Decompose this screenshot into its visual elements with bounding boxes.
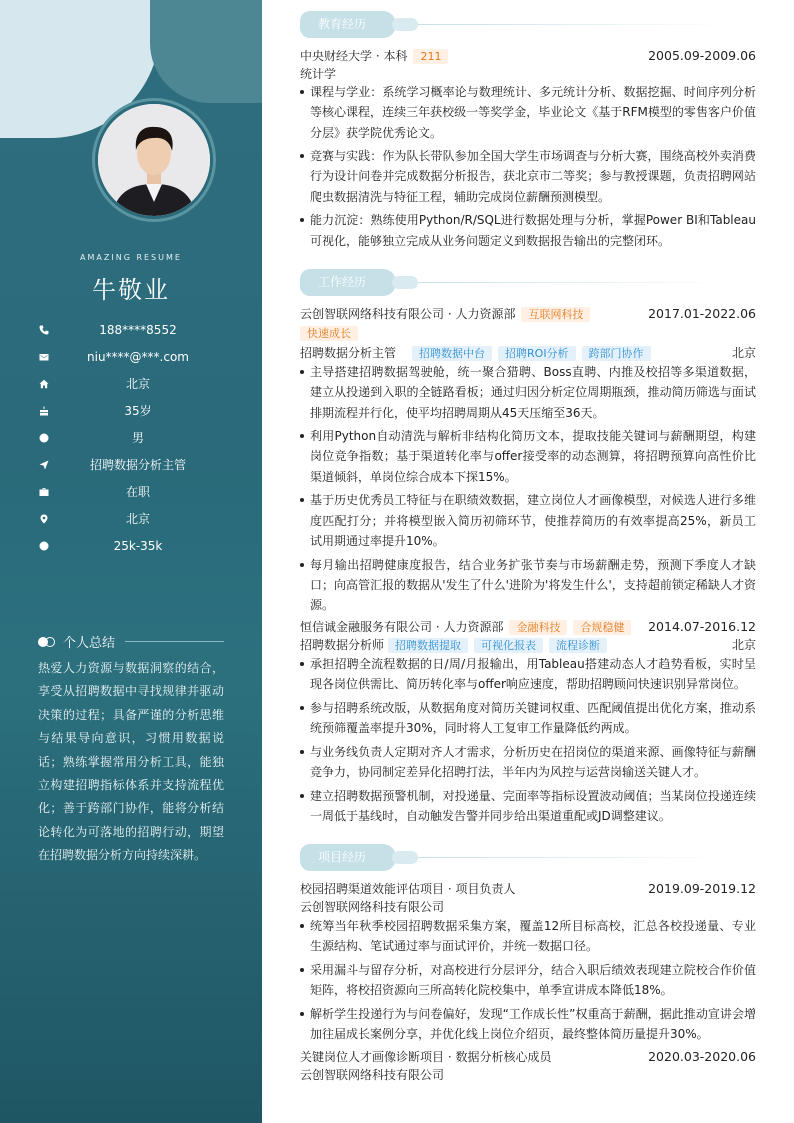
project-date: 2020.03-2020.06 [648, 1049, 756, 1064]
company-tag: 快速成长 [300, 326, 358, 341]
send-icon [38, 459, 50, 471]
list-item: 承担招聘全流程数据的日/周/月报输出，用Tableau搭建动态人才趋势看板，实时呈现各岗位供需比、简历转化率与offer响应速度，帮助招聘顾问快速识别异常岗位。 [300, 654, 756, 695]
list-item: 参与招聘系统改版，从数据角度对简历关键词权重、匹配阈值提出优化方案，推动系统预筛覆盖率提升30%，同时将人工复审工作量降低约两成。 [300, 698, 756, 739]
job-header-row [300, 618, 756, 636]
avatar [98, 104, 210, 216]
list-item: 竞赛与实践：作为队长带队参加全国大学生市场调查与分析大赛，围绕高校外卖消费行为设计问卷并完成数据分析报告，获北京市二等奖；参与教授课题，负责招聘网站爬虫数据清洗与特征工程，辅助完成岗位薪酬预测模型。 [300, 146, 756, 207]
skill-tag: 招聘ROI分析 [498, 346, 576, 361]
job-header-row [300, 305, 756, 323]
contact-text: 招聘数据分析主管 [89, 458, 186, 472]
job-date: 2017.01-2022.06 [648, 306, 756, 321]
skill-tag: 跨部门协作 [582, 346, 651, 361]
education-header-row [300, 47, 756, 65]
job-location: 北京 [731, 346, 756, 360]
contact-location [34, 505, 234, 532]
list-item: 课程与学业：系统学习概率论与数理统计、多元统计分析、数据挖掘、时间序列分析等核心课程，连续三年获校级一等奖学金，毕业论文《基于RFM模型的零售客户价值分层》获学院优秀论文。 [300, 82, 756, 143]
list-item: 建立招聘数据预警机制，对投递量、完面率等指标设置波动阈值；当某岗位投递连续一周低于基线时，自动触发告警并同步给出渠道重配或JD调整建议。 [300, 786, 756, 827]
project-name: 关键岗位人才画像诊断项目 · 数据分析核心成员 [300, 1050, 552, 1064]
list-item: 能力沉淀：熟练使用Python/R/SQL进行数据处理与分析，掌握Power BI和Tableau可视化，能够独立完成从业务问题定义到数据报告输出的完整闭环。 [300, 210, 756, 251]
job-tag-row [300, 326, 756, 341]
contact-status [34, 478, 234, 505]
section-divider [418, 282, 728, 283]
school-tag: 211 [413, 49, 448, 64]
contact-text: niu****@***.com [87, 349, 189, 364]
list-item: 解析学生投递行为与问卷偏好，发现“工作成长性”权重高于薪酬，据此推动宣讲会增加往届成长案例分享，并优化线上岗位介绍页，最终整体简历量提升30%。 [300, 1004, 756, 1045]
project-org-row [300, 898, 756, 916]
list-item: 采用漏斗与留存分析，对高校进行分层评分，结合入职后绩效表现建立院校合作价值矩阵，将校招资源向三所高转化院校集中，单季宣讲成本降低18%。 [300, 960, 756, 1001]
skill-tag: 招聘数据中台 [412, 346, 492, 361]
list-item: 基于历史优秀员工特征与在职绩效数据，建立岗位人才画像模型，对候选人进行多维度匹配打分；并将模型嵌入简历初筛环节，使推荐简历的有效率提高25%，新员工试用期通过率提升10%。 [300, 490, 756, 551]
section-header-work [300, 269, 756, 297]
decor-shape-mid [150, 0, 262, 103]
project-bullets [300, 916, 756, 1048]
gender-icon [38, 432, 50, 444]
contact-text: 北京 [125, 377, 150, 391]
job-date: 2014.07-2016.12 [648, 619, 756, 634]
job-role: 招聘数据分析师 [300, 638, 385, 652]
job-bullets [300, 362, 756, 619]
contact-email [34, 343, 234, 370]
school-name: 中央财经大学 · 本科 [300, 49, 408, 63]
job-role: 招聘数据分析主管 [300, 346, 397, 360]
list-item: 每月输出招聘健康度报告，结合业务扩张节奏与市场薪酬走势，预测下季度人才缺口；向高管汇报的数据从'发生了什么'进阶为'将发生什么'，支持超前锁定稀缺人才资源。 [300, 555, 756, 616]
contact-phone [34, 316, 234, 343]
list-item: 统筹当年秋季校园招聘数据采集方案，覆盖12所目标高校，汇总各校投递量、专业生源结构、笔试通过率与面试评价，并统一数据口径。 [300, 916, 756, 957]
section-header-projects [300, 844, 756, 872]
project-org: 云创智联网络科技有限公司 [300, 900, 445, 914]
list-item: 主导搭建招聘数据驾驶舱，统一聚合猎聘、Boss直聘、内推及校招等多渠道数据，建立从投递到入职的全链路看板；通过归因分析定位周期瓶颈，推动简历筛选与面试排期流程并行化，使平均招聘周期从45天压缩至36天。 [300, 362, 756, 423]
education-bullets [300, 82, 756, 254]
summary-title: 个人总结 [63, 636, 116, 651]
contact-text: 男 [131, 431, 144, 445]
skill-tag: 招聘数据提取 [388, 638, 468, 653]
job-role-row [300, 344, 756, 362]
toggle-dots-icon [38, 637, 55, 647]
summary-text: 热爱人力资源与数据洞察的结合，享受从招聘数据中寻找规律并驱动决策的过程；具备严谨的分析思维与结果导向意识，习惯用数据说话；熟练掌握常用分析工具，能独立构建招聘指标体系并支持流程优化；善于跨部门协作，能将分析结论转化为可落地的招聘行动，期望在招聘数据分析方向持续深耕。 [38, 661, 224, 863]
project-date: 2019.09-2019.12 [648, 881, 756, 896]
section-divider [418, 857, 728, 858]
contact-salary [34, 532, 234, 559]
project-org: 云创智联网络科技有限公司 [300, 1068, 445, 1082]
section-title: 项目经历 [300, 844, 396, 871]
briefcase-icon [38, 486, 50, 498]
company-tag: 互联网科技 [521, 307, 590, 322]
project-header-row [300, 880, 756, 898]
project-header-row [300, 1048, 756, 1066]
contact-text: 北京 [125, 512, 150, 526]
skill-tag: 流程诊断 [549, 638, 607, 653]
contact-text: 25k-35k [113, 538, 163, 553]
person-name: 牛敬业 [92, 276, 170, 304]
contact-gender [34, 424, 234, 451]
major-row [300, 65, 756, 83]
contact-text: 在职 [125, 485, 150, 499]
contact-position [34, 451, 234, 478]
avatar-frame [92, 98, 216, 222]
contact-list [34, 316, 234, 559]
contact-text: 188****8552 [99, 322, 177, 337]
tagline: AMAZING RESUME [80, 253, 182, 262]
project-org-row [300, 1066, 756, 1084]
job-bullets [300, 654, 756, 830]
contact-age [34, 397, 234, 424]
major: 统计学 [300, 67, 337, 81]
education-date: 2005.09-2009.06 [648, 48, 756, 63]
cake-icon [38, 405, 50, 417]
contact-text: 35岁 [124, 404, 152, 418]
contact-home [34, 370, 234, 397]
job-role-row [300, 636, 756, 654]
project-name: 校园招聘渠道效能评估项目 · 项目负责人 [300, 882, 516, 896]
company-tag: 金融科技 [509, 620, 567, 635]
mail-icon [38, 351, 50, 363]
list-item: 利用Python自动清洗与解析非结构化简历文本，提取技能关键词与薪酬期望，构建岗位竞争指数；基于渠道转化率与offer接受率的动态测算，将招聘预算向高性价比渠道倾斜，单岗位综合成本下探15%。 [300, 426, 756, 487]
home-icon [38, 378, 50, 390]
avatar-portrait-icon [98, 104, 210, 216]
skill-tag: 可视化报表 [474, 638, 543, 653]
sidebar [0, 0, 262, 1123]
company-name: 恒信诚金融服务有限公司 · 人力资源部 [300, 620, 504, 634]
phone-icon [38, 324, 50, 336]
section-header-education [300, 11, 756, 39]
money-icon [38, 540, 50, 552]
company-tag: 合规稳健 [573, 620, 631, 635]
location-icon [38, 513, 50, 525]
company-name: 云创智联网络科技有限公司 · 人力资源部 [300, 307, 516, 321]
summary-header [38, 632, 224, 651]
job-location: 北京 [731, 638, 756, 652]
list-item: 与业务线负责人定期对齐人才需求，分析历史在招岗位的渠道来源、画像特征与薪酬竞争力，协同制定差异化招聘打法，半年内为风控与运营岗输送关键人才。 [300, 742, 756, 783]
section-title: 工作经历 [300, 269, 396, 296]
section-divider [418, 24, 728, 25]
section-title: 教育经历 [300, 11, 396, 38]
summary-divider [125, 641, 224, 642]
